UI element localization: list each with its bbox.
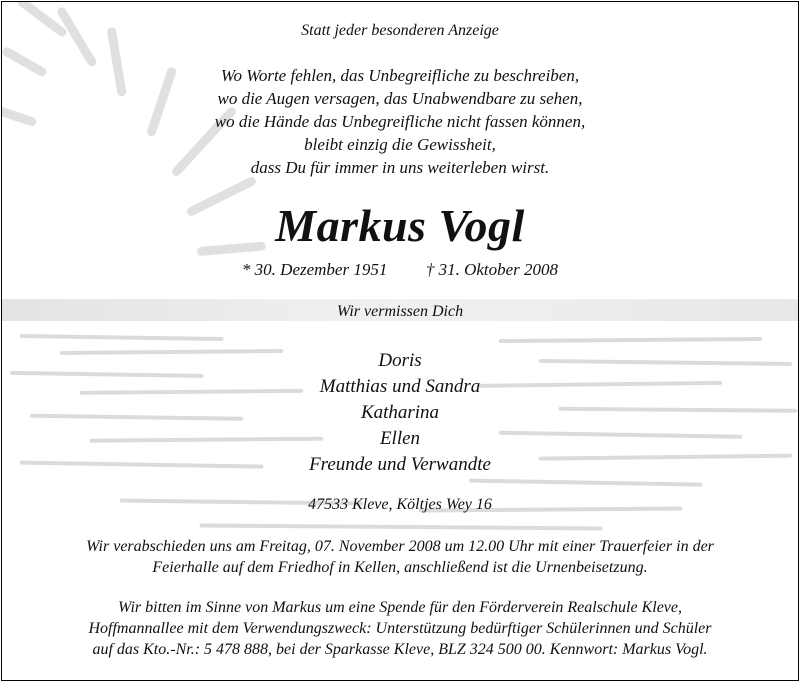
obituary-notice	[1, 1, 799, 681]
donation-line: Wir bitten im Sinne von Markus um eine Spende für den Förderverein Realschule Kleve,	[118, 599, 682, 616]
deceased-name: Markus Vogl	[275, 200, 525, 251]
poem-line: Wo Worte fehlen, das Unbegreifliche zu beschreiben,	[220, 66, 580, 85]
address: 47533 Kleve, Költjes Wey 16	[308, 496, 492, 513]
mourner: Katharina	[360, 402, 440, 423]
donation-line: auf das Kto.-Nr.: 5 478 888, bei der Sparkasse Kleve, BLZ 324 500 00. Kennwort: Markus Vogl.	[92, 641, 708, 658]
death-date: 31. Oktober 2008	[438, 260, 559, 279]
header-line: Statt jeder besonderen Anzeige	[301, 22, 499, 39]
death-cross-symbol: †	[425, 260, 435, 279]
life-dates	[2, 260, 798, 280]
ceremony-line: Wir verabschieden uns am Freitag, 07. November 2008 um 12.00 Uhr mit einer Trauerfeier in der	[86, 538, 714, 555]
birth-symbol: *	[241, 260, 251, 279]
donation-line: Hoffmannallee mit dem Verwendungszweck: Unterstützung bedürftiger Schülerinnen und Schüler	[88, 620, 712, 637]
poem-line: dass Du für immer in uns weiterleben wirst.	[250, 158, 550, 177]
mourner: Matthias und Sandra	[319, 376, 481, 397]
mourner: Doris	[378, 350, 422, 371]
miss-line: Wir vermissen Dich	[336, 303, 464, 320]
birth-date: 30. Dezember 1951	[254, 260, 388, 279]
mourner: Freunde und Verwandte	[309, 454, 491, 475]
mourner: Ellen	[379, 428, 421, 449]
poem-line: wo die Augen versagen, das Unabwendbare zu sehen,	[217, 89, 583, 108]
poem-line: bleibt einzig die Gewissheit,	[304, 135, 496, 154]
poem-line: wo die Hände das Unbegreifliche nicht fassen können,	[214, 112, 586, 131]
ceremony-line: Feierhalle auf dem Friedhof in Kellen, anschließend ist die Urnenbeisetzung.	[152, 559, 648, 576]
